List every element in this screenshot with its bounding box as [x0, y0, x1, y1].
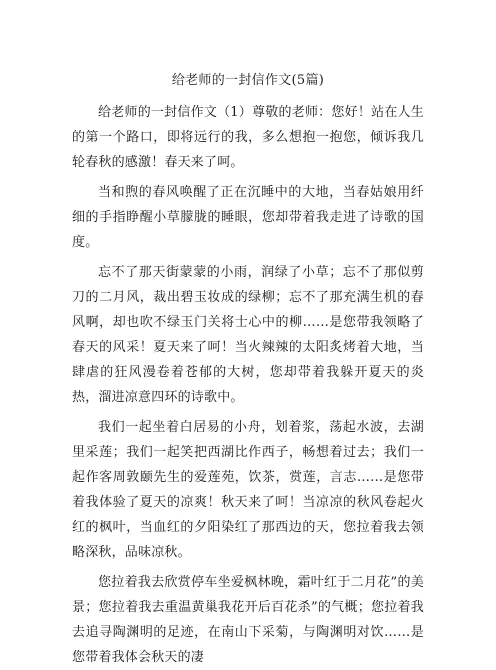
paragraph-5: 您拉着我去欣赏停车坐爱枫林晚，霜叶红于二月花”的美景；您拉着我去重温黄巢我花开后百花杀”的气概；您拉着我去追寻陶渊明的足迹，在南山下采菊，与陶渊明对饮……是您带着我体会秋天的凄 [72, 575, 424, 665]
paragraph-4: 我们一起坐着白居易的小舟，划着浆，荡起水波，去湖里采莲；我们一起笑把西湖比作西子，畅想着过去；我们一起作客周敦颐先生的爱莲苑，饮茶，赏莲，言志……是您带着我体验了夏天的凉爽！秋天来了呵！当凉凉的秋风卷起火红的枫叶，当血红的夕阳染红了那西边的天，您拉着我去领略深秋，品味凉秋。 [72, 420, 424, 560]
paragraph-1: 给老师的一封信作文（1）尊敬的老师：您好！站在人生的第一个路口，即将远行的我，多么想抱一抱您，倾诉我几轮春秋的感激！春天来了呵。 [72, 105, 424, 170]
paragraph-2: 当和煦的春风唤醒了正在沉睡中的大地，当春姑娘用纤细的手指睁醒小草朦胧的睡眼，您却带着我走进了诗歌的国度。 [72, 185, 424, 250]
paragraph-3: 忘不了那天街蒙蒙的小雨，润绿了小草；忘不了那似剪刀的二月风，裁出碧玉妆成的绿柳；忘不了那充满生机的春风啊，却也吹不绿玉门关将士心中的柳……是您带我领略了春天的风采！夏天来了呵！当火辣辣的太阳炙烤着大地，当肆虐的狂风漫卷着苍郁的大树，您却带着我躲开夏天的炎热，溜进凉意四环的诗歌中。 [72, 265, 424, 405]
document-title: 给老师的一封信作文(5篇) [171, 73, 325, 88]
